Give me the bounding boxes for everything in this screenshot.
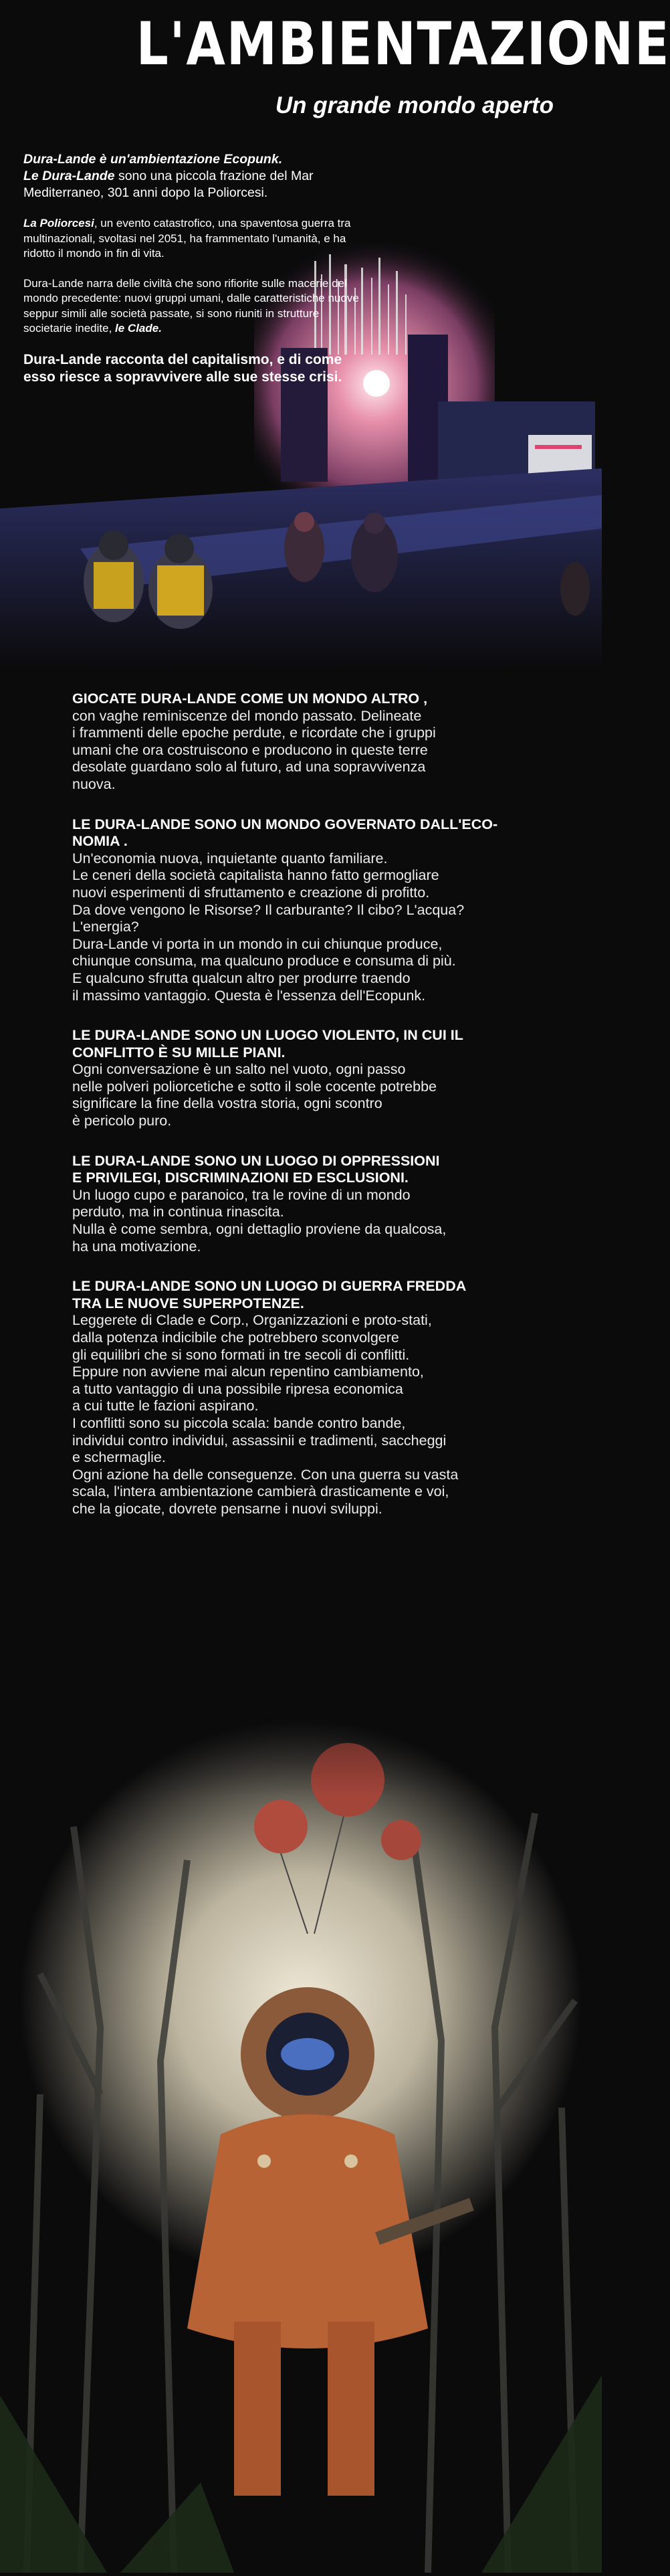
section-violento xyxy=(72,1027,527,1130)
section-oppressioni xyxy=(72,1153,527,1256)
page-title: L'AMBIENTAZIONE xyxy=(136,9,670,78)
intro-em: La Poliorcesi xyxy=(23,217,94,229)
section-heading: LE DURA-LANDE SONO UN MONDO GOVERNATO DALL'ECO- NOMIA . xyxy=(72,816,498,850)
intro-text-span: sono una piccola frazione del Mar Mediterraneo, 301 anni dopo la Poliorcesi. xyxy=(23,169,314,200)
intro-lead: Dura-Lande è un'ambientazione Ecopunk. xyxy=(23,152,283,167)
intro-paragraph xyxy=(23,151,364,201)
intro-em: le Clade. xyxy=(115,322,162,335)
intro-text-span: Dura-Lande narra delle civiltà che sono rifiorite sulle macerie del mondo precedente: nuovi gruppi umani, dalle caratteristiche nuove seppur simili alle società passate, si sono riuniti in strutture societarie inedite, xyxy=(23,276,359,335)
section-body: Un'economia nuova, inquietante quanto familiare. Le ceneri della società capitalista hanno fatto germogliare nuovi esperimenti di sfruttamento e creazione di profitto. Da dove vengono le Risorse? Il carburante? Il cibo? L'acqua? L'energia? Dura-Lande vi porta in un mondo in cui chiunque produce, chiunque consuma, ma qualcuno produce e consuma di più. E qualcuno sfrutta qualcun altro per produrre traendo il massimo vantaggio. Questa è l'essenza dell'Ecopunk. xyxy=(72,850,465,1004)
intro-text xyxy=(23,151,364,401)
diver-illustration xyxy=(0,1626,602,2573)
section-mondo-altro xyxy=(72,691,527,794)
section-body: Un luogo cupo e paranoico, tra le rovine di un mondo perduto, ma in continua rinascita. Nulla è come sembra, ogni dettaglio proviene da qualcosa, ha una motivazione. xyxy=(72,1186,447,1255)
section-body: Leggerete di Clade e Corp., Organizzazioni e proto-stati, dalla potenza indicibile che potrebbero sconvolgere gli equilibri che si sono formati in tre secoli di conflitti. Eppure non avviene mai alcun repentino cambiamento, a tutto vantaggio di una possibile ripresa economica a cui tutte le fazioni aspirano. I conflitti sono su piccola scala: bande contro bande, individui contro individui, assassinii e tradimenti, saccheggi e schermaglie. Ogni azione ha delle conseguenze. Con una guerra su vasta scala, l'intera ambientazione cambierà drasticamente e voi, che la giocate, dovrete pensarne i nuovi sviluppi. xyxy=(72,1312,459,1517)
intro-paragraph xyxy=(23,276,364,337)
section-heading: GIOCATE DURA-LANDE COME UN MONDO ALTRO , xyxy=(72,691,428,707)
intro-conclusion: Dura-Lande racconta del capitalismo, e di come esso riesce a sopravvivere alle sue stesse crisi. xyxy=(23,351,342,385)
section-heading: LE DURA-LANDE SONO UN LUOGO VIOLENTO, IN CUI IL CONFLITTO È SU MILLE PIANI. xyxy=(72,1027,463,1061)
section-heading: LE DURA-LANDE SONO UN LUOGO DI GUERRA FREDDA TRA LE NUOVE SUPERPOTENZE. xyxy=(72,1278,467,1311)
intro-paragraph xyxy=(23,216,364,262)
page-subtitle: Un grande mondo aperto xyxy=(275,92,554,118)
section-guerra-fredda xyxy=(72,1278,527,1517)
hero-banner xyxy=(0,0,670,669)
main-content xyxy=(72,691,527,1541)
diver-forest-illustration xyxy=(0,1626,602,2573)
intro-em: Le Dura-Lande xyxy=(23,169,115,183)
section-body: con vaghe reminiscenze del mondo passato. Delineate i frammenti delle epoche perdute, e ricordate che i gruppi umani che ora costruiscono e producono in queste terre desolate guardano solo al futuro, ad una sopravvivenza nuova. xyxy=(72,707,436,792)
section-heading: LE DURA-LANDE SONO UN LUOGO DI OPPRESSIONI E PRIVILEGI, DISCRIMINAZIONI ED ESCLUSIONI. xyxy=(72,1152,440,1186)
section-economia xyxy=(72,816,527,1005)
intro-text-span: , un evento catastrofico, una spaventosa guerra tra multinazionali, svoltasi nel 2051, ha frammentato l'umanità, e ha ridotto il mondo in fin di vita. xyxy=(23,217,351,260)
section-body: Ogni conversazione è un salto nel vuoto, ogni passo nelle polveri poliorcetiche e sotto il sole cocente potrebbe significare la fine della vostra storia, ogni scontro è pericolo puro. xyxy=(72,1061,437,1129)
